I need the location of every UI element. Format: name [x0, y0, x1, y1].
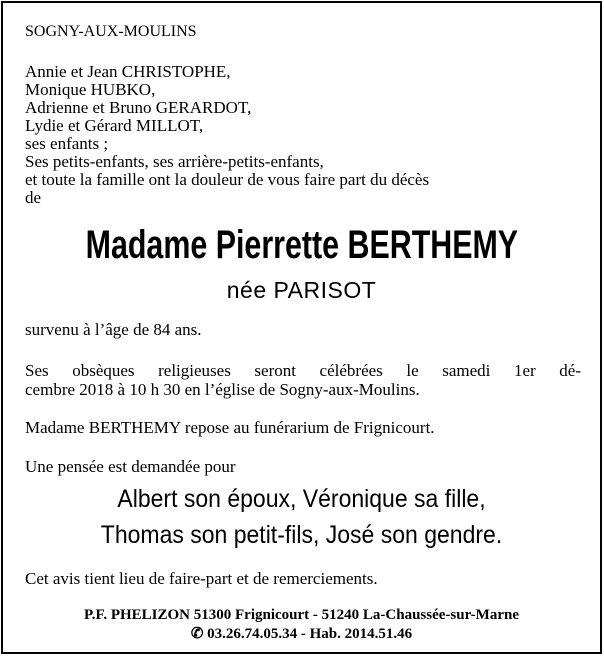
funeral-line: cembre 2018 à 10 h 30 en l’église de Sogny-aux-Moulins.: [25, 380, 420, 399]
family-list: [25, 63, 585, 207]
funeral-home-line: Madame BERTHEMY repose au funérarium de Frignicourt.: [25, 418, 435, 437]
thought-line: Une pensée est demandée pour: [25, 457, 236, 476]
funeral-paragraph: [25, 361, 581, 399]
family-line: Ses petits-enfants, ses arrière-petits-enfants,: [25, 152, 324, 171]
dedications: [3, 481, 600, 553]
family-line: Adrienne et Bruno GERARDOT,: [25, 98, 252, 117]
dedication-line: Thomas son petit-fils, José son gendre.: [100, 521, 503, 549]
funeral-director-phone: ✆ 03.26.74.05.34 - Hab. 2014.51.46: [190, 626, 413, 642]
closing-line: Cet avis tient lieu de faire-part et de remerciements.: [25, 569, 378, 588]
family-line: Lydie et Gérard MILLOT,: [25, 116, 204, 135]
family-line: et toute la famille ont la douleur de vous faire part du décès: [25, 170, 430, 189]
family-line: de: [25, 188, 42, 207]
dedication-line: Albert son époux, Véronique sa fille,: [117, 485, 486, 513]
family-line: Annie et Jean CHRISTOPHE,: [25, 62, 231, 81]
family-line: Monique HUBKO,: [25, 80, 156, 99]
deceased-name: Madame Pierrette BERTHEMY: [85, 223, 519, 267]
family-line: ses enfants ;: [25, 134, 109, 153]
funeral-line: Ses obsèques religieuses seront célébrées le samedi 1er dé-: [25, 361, 581, 380]
place-heading: SOGNY-AUX-MOULINS: [25, 23, 197, 40]
death-notice: [1, 1, 602, 654]
funeral-director-address: P.F. PHELIZON 51300 Frignicourt - 51240 La-Chaussée-sur-Marne: [84, 607, 519, 623]
funeral-director-footer: [3, 606, 600, 644]
age-line: survenu à l’âge de 84 ans.: [25, 320, 202, 339]
maiden-name: née PARISOT: [226, 277, 377, 303]
